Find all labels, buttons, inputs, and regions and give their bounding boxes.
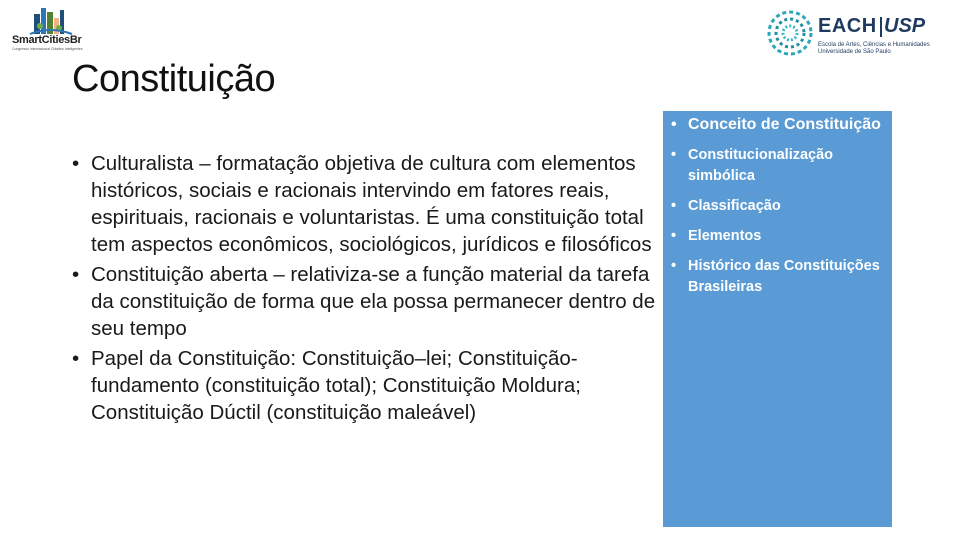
side-topic-item (670, 226, 885, 247)
side-topic-text: Conceito de Constituição (688, 116, 881, 133)
bullet-icon: • (671, 258, 677, 274)
smartcitiesbr-logo (10, 4, 94, 50)
logo-divider (880, 17, 882, 37)
side-topic-item (670, 145, 885, 187)
usp-name: USP (884, 15, 926, 37)
side-topic-text: Constitucionalização simbólica (688, 147, 834, 184)
side-topic-text: Histórico das Constituições Brasileiras (688, 258, 880, 295)
bullet-icon: • (72, 347, 80, 370)
each-usp-logo (765, 8, 950, 63)
each-name: EACH (818, 15, 877, 37)
main-bullet-item (72, 345, 672, 426)
city-skyline-icon (10, 4, 94, 36)
side-topic-list (670, 114, 885, 298)
main-bullet-list (72, 150, 672, 429)
main-bullet-item (72, 150, 672, 258)
each-emblem-icon (765, 8, 815, 58)
side-topic-text: Elementos (688, 228, 762, 244)
bullet-icon: • (72, 152, 80, 175)
bullet-icon: • (671, 228, 677, 244)
main-bullet-item (72, 261, 672, 342)
smartcitiesbr-tagline: Congresso Internacional Cidades Inteligentes (12, 47, 83, 51)
side-topic-item (670, 196, 885, 217)
main-bullet-text: Papel da Constituição: Constituição–lei; Constituição-fundamento (constituição total); Constituição Moldura; Constituição Dúctil (constituição maleável) (91, 347, 581, 424)
bullet-icon: • (72, 263, 80, 286)
side-topic-item (670, 114, 885, 136)
main-bullet-text: Culturalista – formatação objetiva de cultura com elementos históricos, sociais e racionais intervindo em fatores reais, espirituais, racionais e voluntaristas. É uma constituição total tem aspectos econômicos, sociológicos, jurídicos e filosóficos (91, 152, 652, 256)
bullet-icon: • (671, 116, 677, 133)
each-subtitle: Escola de Artes, Ciências e Humanidades Universidade de São Paulo (818, 42, 930, 55)
smartcitiesbr-name: SmartCitiesBr (12, 34, 82, 46)
side-topic-text: Classificação (688, 198, 781, 214)
bullet-icon: • (671, 198, 677, 214)
bullet-icon: • (671, 147, 677, 163)
side-topic-item (670, 256, 885, 298)
slide-title: Constituição (72, 58, 276, 100)
main-bullet-text: Constituição aberta – relativiza-se a função material da tarefa da constituição de forma que ela possa permanecer dentro de seu tempo (91, 263, 656, 340)
